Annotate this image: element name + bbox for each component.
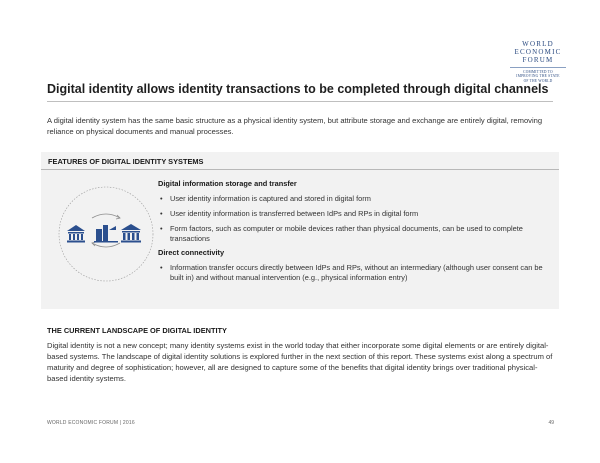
features-title: FEATURES OF DIGITAL IDENTITY SYSTEMS xyxy=(48,157,204,166)
logo-line-2: ECONOMIC xyxy=(514,48,562,56)
list-item: • Form factors, such as computer or mobile devices rather than physical documents, can be used to complete transactions xyxy=(158,224,548,244)
identity-flow-diagram xyxy=(56,184,156,284)
connectivity-bullet-list xyxy=(158,263,548,283)
intro-paragraph: A digital identity system has the same basic structure as a physical identity system, but attribute storage and exchange are entirely digital, removing reliance on physical documents and manual processes. xyxy=(47,116,543,136)
page-number: 49 xyxy=(548,420,554,426)
list-item: • Information transfer occurs directly between IdPs and RPs, without an intermediary (although user consent can be built in) and without manual intervention (e.g., physical information entry) xyxy=(158,263,548,283)
logo-tagline-3: OF THE WORLD xyxy=(523,78,553,83)
arrow-bottom-icon xyxy=(92,242,120,247)
storage-bullet-list xyxy=(158,194,548,244)
title-divider xyxy=(47,101,553,102)
section-heading-connectivity: Direct connectivity xyxy=(158,248,225,257)
list-item: • User identity information is transferred between IdPs and RPs in digital form xyxy=(158,209,548,219)
logo-line-1: WORLD xyxy=(522,40,554,48)
logo-rule xyxy=(510,67,566,68)
bank-icon xyxy=(121,224,141,243)
landscape-paragraph: Digital identity is not a new concept; many identity systems exist in the world today that either incorporate some digital elements or are entirely digital-based systems. The landscape of digital identity solutions is explored further in the next section of this report. These systems exist along a spectrum of maturity and degree of sophistication; however, all are designed to capture some of the benefits that digital identity brings over traditional physical-based identity systems. xyxy=(47,341,553,383)
relying-party-icon xyxy=(94,225,118,243)
list-item: • User identity information is captured and stored in digital form xyxy=(158,194,548,204)
wef-logo xyxy=(502,40,574,83)
arrow-top-icon xyxy=(92,214,120,219)
section-heading-storage: Digital information storage and transfer xyxy=(158,179,297,188)
institution-icon xyxy=(67,225,85,243)
landscape-title: THE CURRENT LANDSCAPE OF DIGITAL IDENTITY xyxy=(47,326,227,335)
logo-tagline-1: COMMITTED TO xyxy=(523,70,553,74)
page-title: Digital identity allows identity transactions to be completed through digital channels xyxy=(47,82,549,96)
footer-text: WORLD ECONOMIC FORUM | 2016 xyxy=(47,420,135,426)
logo-line-3: FORUM xyxy=(522,56,554,64)
logo-tagline-2: IMPROVING THE STATE xyxy=(516,74,560,79)
features-panel xyxy=(41,152,559,309)
features-content xyxy=(158,179,548,288)
features-divider xyxy=(41,169,559,170)
